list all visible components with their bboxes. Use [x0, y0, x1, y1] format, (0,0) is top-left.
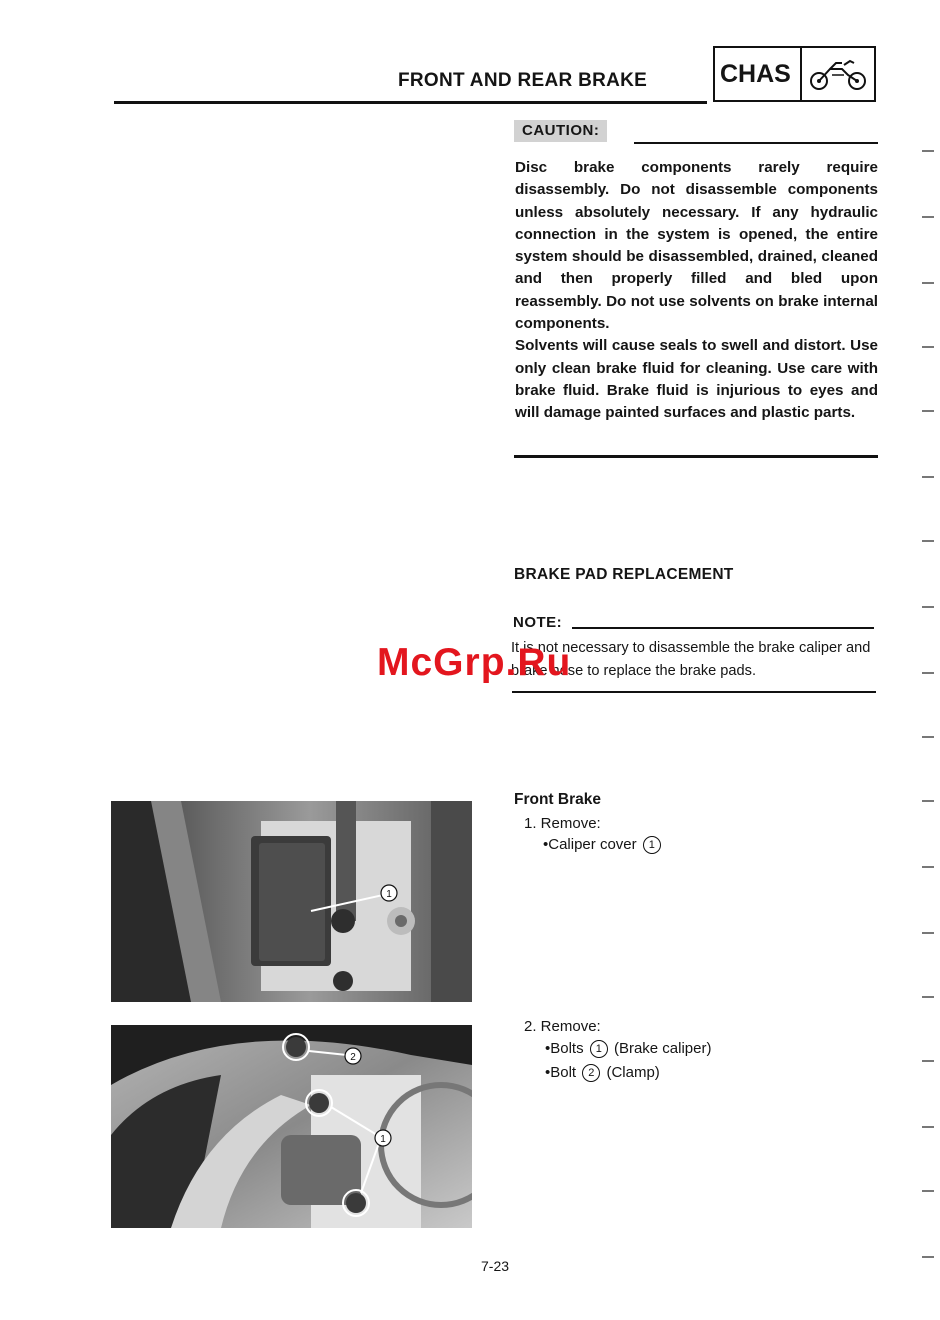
note-text: It is not necessary to disassemble the brake caliper and brake hose to replace the brake pads. — [511, 640, 871, 679]
section-title: BRAKE PAD REPLACEMENT — [514, 566, 734, 583]
front-brake-heading: Front Brake — [514, 791, 601, 808]
photo-1-callout: 1 — [386, 889, 392, 900]
margin-tick — [922, 410, 934, 412]
step-1-label: 1. Remove: — [524, 815, 601, 832]
page-number: 7-23 — [481, 1258, 510, 1274]
step-1-item-marker: 1 — [643, 836, 661, 854]
motorcycle-icon — [806, 55, 872, 93]
margin-tick — [922, 282, 934, 284]
note-label: NOTE: — [513, 614, 563, 631]
margin-tick — [922, 736, 934, 738]
step-2-item-1 — [545, 1040, 711, 1058]
step-2-item-2-suffix: (Clamp) — [606, 1064, 660, 1081]
note-end-rule — [512, 691, 876, 693]
caliper-bolts-photo — [111, 1025, 472, 1228]
page-title: FRONT AND REAR BRAKE — [398, 70, 648, 91]
margin-tick — [922, 932, 934, 934]
step-2-label: 2. Remove: — [524, 1018, 601, 1035]
step-2-item-2 — [545, 1064, 660, 1082]
margin-tick — [922, 996, 934, 998]
margin-tick — [922, 866, 934, 868]
margin-tick — [922, 1060, 934, 1062]
note-rule — [572, 627, 874, 629]
margin-tick — [922, 800, 934, 802]
margin-tick — [922, 1126, 934, 1128]
caution-rule — [634, 142, 878, 144]
step-2-item-1-marker: 1 — [590, 1040, 608, 1058]
margin-tick — [922, 672, 934, 674]
margin-tick — [922, 1256, 934, 1258]
caution-paragraph-1: Disc brake components rarely require disassembly. Do not disassemble components unless absolutely necessary. If any hydraulic connection in the system is opened, the entire system should be disassembled, drained, cleaned and then properly filled and bled upon reassembly. Do not use solvents on brake internal components. — [515, 159, 878, 333]
step-2-item-2-text: •Bolt — [545, 1064, 577, 1081]
margin-tick — [922, 476, 934, 478]
header-rule — [114, 101, 707, 104]
margin-tick — [922, 216, 934, 218]
step-1-item — [543, 836, 663, 854]
caliper-cover-photo — [111, 801, 472, 1002]
margin-tick — [922, 150, 934, 152]
caution-paragraph-2: Solvents will cause seals to swell and distort. Use only clean brake fluid for cleaning. Use care with brake fluid. Brake fluid is injurious to eyes and will damage painted surfaces and plastic parts. — [515, 337, 878, 422]
chapter-badge-label: CHAS — [720, 60, 791, 88]
margin-tick — [922, 606, 934, 608]
margin-tick — [922, 1190, 934, 1192]
photo-2-callout-1: 1 — [380, 1134, 386, 1145]
step-2-item-1-suffix: (Brake caliper) — [613, 1040, 712, 1057]
chapter-badge-divider — [800, 46, 802, 102]
photo-2-callout-2: 2 — [350, 1052, 356, 1063]
margin-tick — [922, 540, 934, 542]
caution-text — [515, 157, 878, 425]
step-2-item-1-text: •Bolts — [545, 1040, 584, 1057]
step-2-item-2-marker: 2 — [582, 1064, 600, 1082]
caution-label: CAUTION: — [514, 120, 607, 142]
watermark: McGrp.Ru — [377, 641, 572, 684]
step-1-item-text: •Caliper cover — [543, 836, 637, 853]
margin-tick — [922, 346, 934, 348]
caution-end-rule — [514, 455, 878, 458]
